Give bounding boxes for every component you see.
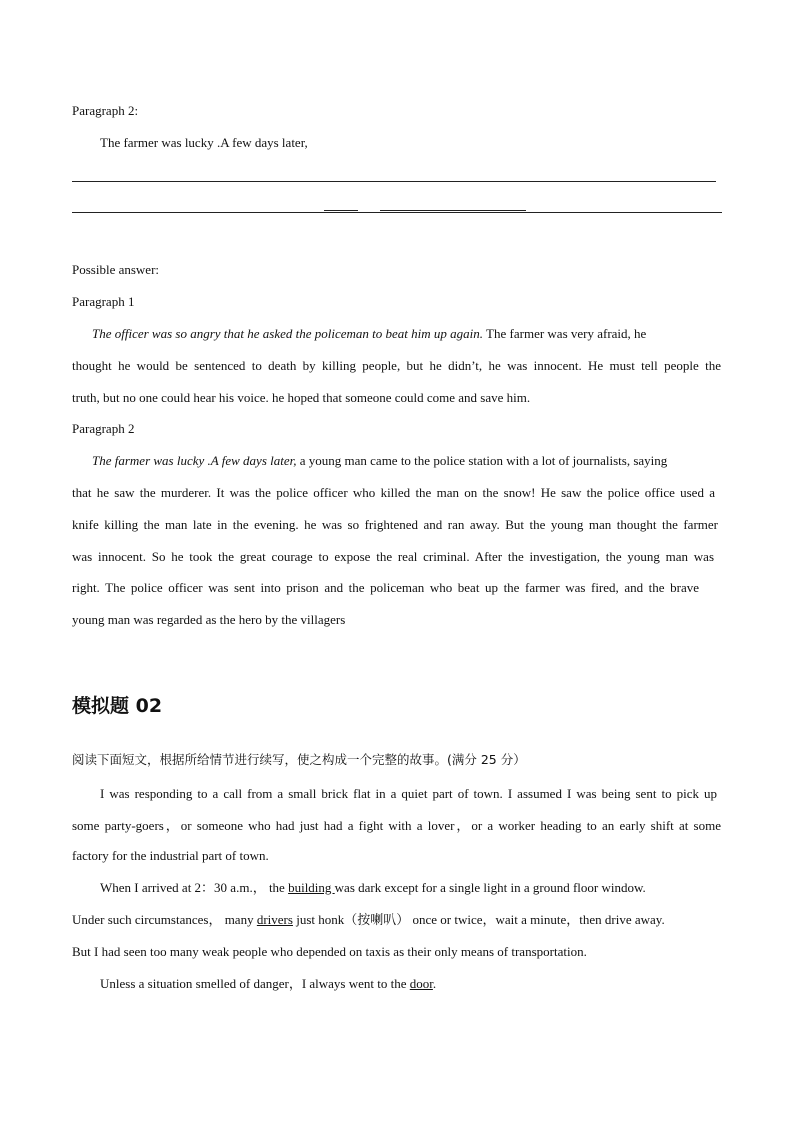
underlined-word: drivers — [256, 912, 293, 927]
italic-lead: The farmer was lucky .A few days later, — [92, 453, 297, 468]
text-run: Under such circumstances， many — [72, 912, 257, 927]
story-p1-line: I was responding to a call from a small brick flat in a quiet part of town. I assumed I was being sent to pick up — [100, 786, 717, 801]
paragraph-2-label: Paragraph 2: — [72, 103, 139, 118]
answer-paragraph-1-label: Paragraph 1 — [72, 294, 135, 309]
story-p2-line — [100, 880, 646, 896]
answer-line-1 — [72, 181, 716, 182]
underlined-word: building — [288, 880, 335, 895]
answer-p1-line — [92, 326, 646, 342]
answer-line-2-segment — [380, 210, 526, 211]
answer-p1-line: truth, but no one could hear his voice. he hoped that someone could come and save him. — [72, 390, 531, 405]
answer-p2-line: was innocent. So he took the great courage to expose the real criminal. After the investigation, the young man was — [72, 549, 714, 564]
italic-lead: The officer was so angry that he asked the policeman to beat him up again. — [92, 326, 484, 341]
paragraph-2-prompt: The farmer was lucky .A few days later, — [100, 135, 308, 150]
story-p2-line: But I had seen too many weak people who depended on taxis as their only means of transportation. — [72, 944, 587, 959]
text-run: was dark except for a single light in a ground floor window. — [334, 880, 646, 895]
text-run: just honk（按喇叭） once or twice，wait a minute，then drive away. — [292, 912, 665, 927]
underlined-word: door — [409, 976, 433, 991]
text-run: When I arrived at 2：30 a.m.， the — [100, 880, 289, 895]
text-run: a young man came to the police station with a lot of journalists, saying — [296, 453, 668, 468]
answer-line-2-segment — [324, 210, 358, 211]
text-run: Unless a situation smelled of danger，I always went to the — [100, 976, 410, 991]
story-p1-line: factory for the industrial part of town. — [72, 848, 269, 863]
story-p1-line: some party-goers，or someone who had just had a fight with a lover，or a worker heading to an early shift at some — [72, 818, 721, 833]
text-run: The farmer was very afraid, he — [483, 326, 647, 341]
answer-p2-line: knife killing the man late in the evening. he was so frightened and ran away. But the young man thought the farmer — [72, 517, 718, 532]
section-heading: 模拟题 02 — [72, 695, 163, 717]
answer-p2-line: that he saw the murderer. It was the police officer who killed the man on the snow! He saw the police office used a — [72, 485, 715, 500]
answer-p1-line: thought he would be sentenced to death by killing people, but he didn’t, he was innocent. He must tell people the — [72, 358, 721, 373]
possible-answer-label: Possible answer: — [72, 262, 160, 277]
answer-p2-line: young man was regarded as the hero by the villagers — [72, 612, 346, 627]
answer-p2-line — [92, 453, 667, 469]
answer-paragraph-2-label: Paragraph 2 — [72, 421, 135, 436]
story-p2-line — [72, 912, 665, 928]
text-run: . — [432, 976, 437, 991]
story-p3-line — [100, 976, 436, 992]
instruction-text: 阅读下面短文，根据所给情节进行续写，使之构成一个完整的故事。(满分 25 分） — [72, 752, 526, 767]
answer-p2-line: right. The police officer was sent into prison and the policeman who beat up the farmer was fired, and the brave — [72, 580, 699, 595]
answer-line-2 — [72, 212, 722, 213]
